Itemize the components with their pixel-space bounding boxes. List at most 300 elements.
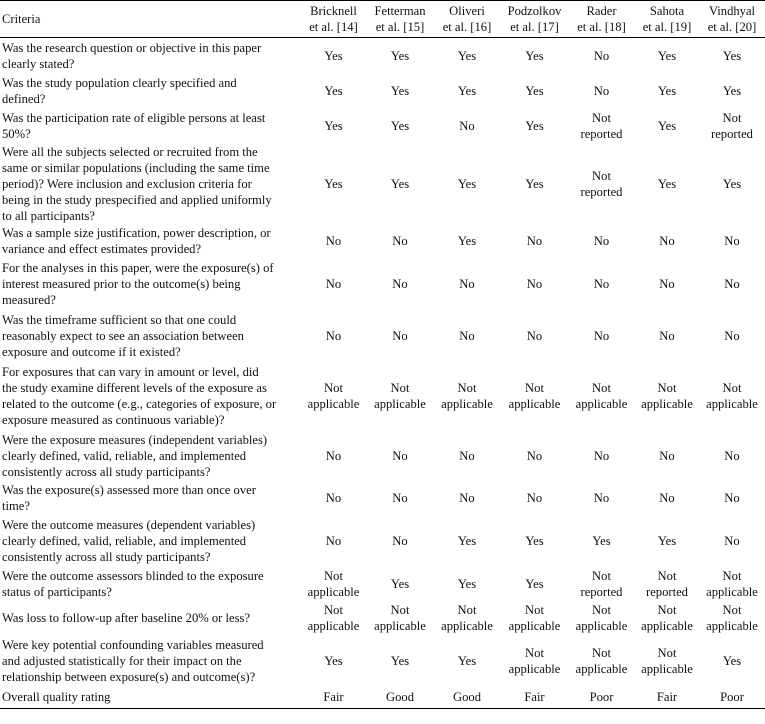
- study-header-line: Sahota: [649, 4, 685, 18]
- rating-text-line: Not: [722, 381, 742, 395]
- rating-text-line: Fair: [524, 690, 545, 705]
- criterion-text-line: and adjusted statistically for their impact on the: [2, 653, 242, 668]
- criterion-text-line: For exposures that can vary in amount or level, did: [2, 365, 259, 379]
- criterion-cell: [0, 481, 300, 515]
- rating-cell: [635, 481, 699, 515]
- rating-text-line: applicable: [307, 618, 360, 633]
- criterion-text-line: to all participants?: [2, 208, 96, 223]
- rating-text-line: Yes: [657, 533, 677, 548]
- criterion-row: [0, 38, 765, 74]
- rating-text-line: Yes: [324, 653, 343, 668]
- criterion-text-line: same or similar populations (including the same time: [2, 160, 270, 175]
- rating-text-line: Not: [657, 645, 677, 660]
- rating-text-line: No: [526, 448, 543, 463]
- rating-text-line: Not: [592, 168, 611, 183]
- criterion-row: [0, 481, 765, 515]
- rating-text-line: Not: [657, 568, 677, 583]
- criterion-row: [0, 258, 765, 310]
- rating-text-line: applicable: [575, 661, 628, 676]
- rating-cell: [699, 635, 765, 687]
- criterion-text-line: relationship between exposure(s) and outcome(s)?: [2, 669, 256, 684]
- criterion-row: [0, 635, 765, 687]
- rating-text-line: applicable: [441, 618, 493, 633]
- criterion-text-line: clearly defined, valid, reliable, and implemented: [2, 533, 247, 548]
- criterion-text-line: Were the exposure measures (independent variables): [2, 432, 268, 447]
- rating-cell: [568, 601, 635, 635]
- rating-cell: [300, 635, 367, 687]
- criterion-cell: [0, 362, 300, 431]
- criterion-cell: [0, 567, 300, 601]
- rating-text-line: No: [659, 328, 675, 343]
- rating-cell: [635, 144, 699, 224]
- criterion-cell: [0, 108, 300, 144]
- rating-cell: [501, 362, 568, 431]
- rating-text-line: reported: [580, 184, 623, 199]
- criterion-text-line: Were all the subjects selected or recruited from the: [2, 144, 258, 159]
- rating-text-line: Yes: [457, 48, 477, 63]
- rating-text-line: Not: [324, 602, 343, 617]
- rating-text-line: No: [325, 490, 342, 505]
- rating-text-line: Not: [592, 602, 611, 617]
- rating-cell: [699, 601, 765, 635]
- rating-cell: [635, 567, 699, 601]
- rating-text-line: No: [526, 490, 543, 505]
- criterion-text-line: variance and effect estimates provided?: [2, 241, 202, 256]
- study-header-line: Oliveri: [449, 4, 485, 18]
- criterion-cell: [0, 74, 300, 108]
- rating-cell: [300, 362, 367, 431]
- rating-cell: [433, 224, 501, 258]
- rating-cell: [300, 567, 367, 601]
- criterion-text-line: consistently across all study participants?: [2, 549, 211, 564]
- rating-cell: [367, 258, 433, 310]
- rating-cell: [568, 310, 635, 362]
- rating-cell: [699, 310, 765, 362]
- study-header-line: Bricknell: [310, 4, 357, 18]
- rating-text-line: Not: [390, 602, 410, 617]
- rating-text-line: Not: [457, 381, 477, 395]
- rating-cell: [367, 601, 433, 635]
- rating-text-line: No: [724, 328, 740, 343]
- rating-cell: [635, 108, 699, 144]
- rating-cell: [568, 224, 635, 258]
- rating-cell: [300, 258, 367, 310]
- criterion-text-line: clearly defined, valid, reliable, and implemented: [2, 448, 247, 463]
- rating-text-line: applicable: [307, 584, 360, 599]
- rating-cell: [699, 687, 765, 709]
- rating-cell: [635, 431, 699, 481]
- rating-cell: [568, 515, 635, 567]
- criterion-text-line: For the analyses in this paper, were the exposure(s) of: [2, 260, 274, 275]
- rating-cell: [635, 362, 699, 431]
- rating-text-line: Yes: [525, 118, 544, 133]
- rating-cell: [367, 515, 433, 567]
- study-column-header: [300, 1, 367, 38]
- criterion-text-line: Were the outcome measures (dependent variables): [2, 517, 256, 532]
- criterion-text-line: clearly stated?: [2, 56, 75, 71]
- rating-cell: [367, 567, 433, 601]
- rating-text-line: Not: [592, 381, 611, 395]
- criterion-cell: [0, 38, 300, 74]
- study-header-line: Fetterman: [374, 4, 426, 18]
- rating-text-line: No: [659, 448, 675, 463]
- rating-cell: [367, 108, 433, 144]
- rating-cell: [501, 108, 568, 144]
- criterion-cell: [0, 601, 300, 635]
- rating-cell: [568, 38, 635, 74]
- study-column-header: [367, 1, 433, 38]
- criterion-text-line: Was the study population clearly specified and: [2, 75, 237, 90]
- rating-text-line: Yes: [722, 83, 742, 98]
- rating-cell: [699, 567, 765, 601]
- study-header-line: et al. [18]: [577, 20, 626, 34]
- rating-cell: [635, 601, 699, 635]
- rating-cell: [501, 515, 568, 567]
- rating-cell: [300, 38, 367, 74]
- rating-text-line: Yes: [390, 83, 410, 98]
- rating-text-line: No: [593, 48, 610, 63]
- study-header-line: et al. [17]: [510, 20, 559, 34]
- rating-cell: [300, 687, 367, 709]
- rating-text-line: Yes: [657, 118, 677, 133]
- criterion-cell: [0, 144, 300, 224]
- rating-text-line: Yes: [525, 576, 544, 591]
- criterion-text-line: Was loss to follow-up after baseline 20% or less?: [2, 610, 251, 625]
- rating-text-line: No: [459, 448, 475, 463]
- rating-cell: [501, 144, 568, 224]
- study-column-header: [699, 1, 765, 38]
- rating-text-line: No: [459, 490, 475, 505]
- criterion-text-line: status of participants?: [2, 584, 112, 599]
- criterion-row: [0, 224, 765, 258]
- rating-cell: [300, 224, 367, 258]
- rating-text-line: Not: [722, 602, 742, 617]
- rating-text-line: Not: [592, 568, 611, 583]
- rating-text-line: No: [593, 233, 610, 248]
- rating-cell: [635, 258, 699, 310]
- rating-text-line: No: [459, 118, 475, 133]
- rating-text-line: No: [459, 328, 475, 343]
- rating-cell: [300, 481, 367, 515]
- criterion-row: [0, 144, 765, 224]
- rating-cell: [699, 38, 765, 74]
- rating-text-line: Not: [324, 568, 343, 583]
- criterion-text-line: the study examine different levels of the exposure as: [2, 381, 267, 395]
- rating-cell: [699, 431, 765, 481]
- rating-text-line: No: [724, 533, 740, 548]
- rating-text-line: applicable: [307, 397, 360, 411]
- rating-text-line: Not: [722, 110, 742, 125]
- rating-text-line: Yes: [525, 83, 544, 98]
- rating-cell: [699, 108, 765, 144]
- rating-text-line: Yes: [324, 48, 343, 63]
- rating-cell: [568, 144, 635, 224]
- criterion-text-line: period)? Were inclusion and exclusion criteria for: [2, 176, 252, 191]
- rating-text-line: Yes: [324, 118, 343, 133]
- rating-text-line: Yes: [657, 176, 677, 191]
- rating-cell: [433, 144, 501, 224]
- rating-cell: [433, 310, 501, 362]
- rating-text-line: No: [724, 490, 740, 505]
- rating-text-line: Yes: [592, 533, 611, 548]
- criterion-text-line: exposure and outcome if it existed?: [2, 344, 181, 359]
- rating-text-line: No: [325, 233, 342, 248]
- study-header-line: et al. [19]: [642, 20, 692, 34]
- study-header-line: et al. [16]: [442, 20, 492, 34]
- rating-cell: [501, 687, 568, 709]
- rating-text-line: Good: [453, 690, 481, 705]
- rating-cell: [635, 635, 699, 687]
- rating-cell: [699, 515, 765, 567]
- rating-text-line: applicable: [641, 661, 693, 676]
- criterion-row: [0, 515, 765, 567]
- rating-text-line: Yes: [722, 48, 742, 63]
- rating-cell: [699, 224, 765, 258]
- table-body: [0, 38, 765, 709]
- rating-cell: [635, 687, 699, 709]
- rating-text-line: Yes: [657, 48, 677, 63]
- criterion-text-line: Were key potential confounding variables measured: [2, 637, 264, 652]
- rating-cell: [433, 515, 501, 567]
- rating-cell: [367, 224, 433, 258]
- rating-text-line: Yes: [525, 48, 544, 63]
- rating-cell: [433, 38, 501, 74]
- rating-text-line: No: [392, 490, 408, 505]
- rating-text-line: No: [392, 276, 408, 291]
- rating-cell: [367, 635, 433, 687]
- rating-text-line: No: [392, 448, 408, 463]
- rating-cell: [568, 431, 635, 481]
- rating-cell: [635, 224, 699, 258]
- rating-text-line: reported: [580, 126, 623, 141]
- study-header-line: Vindhyal: [708, 4, 756, 18]
- rating-cell: [300, 108, 367, 144]
- rating-text-line: applicable: [575, 618, 628, 633]
- rating-text-line: Yes: [722, 176, 742, 191]
- rating-cell: [699, 258, 765, 310]
- rating-cell: [300, 431, 367, 481]
- rating-cell: [501, 224, 568, 258]
- criterion-row: [0, 567, 765, 601]
- study-column-header: [433, 1, 501, 38]
- rating-cell: [367, 362, 433, 431]
- rating-text-line: No: [659, 276, 675, 291]
- rating-text-line: Not: [657, 381, 677, 395]
- rating-cell: [367, 687, 433, 709]
- rating-text-line: No: [593, 328, 610, 343]
- criterion-text-line: Was the participation rate of eligible persons at least: [2, 110, 266, 125]
- rating-text-line: Yes: [324, 176, 343, 191]
- rating-text-line: Yes: [457, 576, 477, 591]
- rating-text-line: No: [724, 448, 740, 463]
- rating-cell: [568, 362, 635, 431]
- criterion-text-line: defined?: [2, 91, 46, 106]
- rating-cell: [300, 515, 367, 567]
- rating-cell: [501, 258, 568, 310]
- criterion-text-line: interest measured prior to the outcome(s) being: [2, 276, 241, 291]
- criterion-row: [0, 431, 765, 481]
- rating-text-line: Fair: [656, 690, 678, 705]
- rating-text-line: applicable: [706, 618, 758, 633]
- rating-text-line: Yes: [390, 653, 410, 668]
- rating-cell: [501, 481, 568, 515]
- criterion-row: [0, 601, 765, 635]
- rating-text-line: No: [724, 276, 740, 291]
- rating-cell: [367, 38, 433, 74]
- rating-text-line: No: [593, 276, 610, 291]
- rating-text-line: No: [392, 233, 408, 248]
- rating-text-line: Poor: [589, 690, 614, 705]
- rating-text-line: Not: [525, 645, 544, 660]
- criterion-text-line: related to the outcome (e.g., categories of exposure, or: [2, 397, 277, 411]
- study-header-line: et al. [15]: [375, 20, 425, 34]
- criterion-cell: [0, 515, 300, 567]
- criterion-text-line: measured?: [2, 292, 56, 307]
- rating-cell: [433, 74, 501, 108]
- criterion-cell: [0, 431, 300, 481]
- rating-text-line: reported: [711, 126, 753, 141]
- rating-cell: [433, 362, 501, 431]
- rating-text-line: reported: [646, 584, 688, 599]
- rating-text-line: No: [593, 448, 610, 463]
- study-header-line: Rader: [586, 4, 617, 18]
- study-column-header: [568, 1, 635, 38]
- criterion-text-line: being in the study prespecified and applied uniformly: [2, 192, 272, 207]
- rating-text-line: Yes: [657, 83, 677, 98]
- rating-cell: [635, 38, 699, 74]
- rating-text-line: Yes: [525, 533, 544, 548]
- rating-text-line: Yes: [457, 233, 477, 248]
- rating-text-line: Yes: [457, 83, 477, 98]
- rating-cell: [433, 601, 501, 635]
- study-header-line: et al. [14]: [309, 20, 358, 34]
- rating-text-line: No: [526, 328, 543, 343]
- rating-cell: [433, 481, 501, 515]
- rating-text-line: No: [392, 328, 408, 343]
- criterion-text-line: Was the exposure(s) assessed more than once over: [2, 482, 256, 497]
- rating-text-line: Yes: [722, 653, 742, 668]
- rating-text-line: applicable: [508, 397, 561, 411]
- criterion-cell: [0, 687, 300, 709]
- rating-text-line: No: [593, 490, 610, 505]
- rating-text-line: applicable: [575, 397, 628, 411]
- rating-cell: [433, 567, 501, 601]
- criterion-text-line: Were the outcome assessors blinded to the exposure: [2, 568, 264, 583]
- study-header-line: Podzolkov: [507, 4, 562, 18]
- rating-cell: [433, 431, 501, 481]
- rating-cell: [300, 74, 367, 108]
- rating-cell: [699, 144, 765, 224]
- rating-text-line: No: [526, 276, 543, 291]
- rating-text-line: No: [459, 276, 475, 291]
- study-header-line: et al. [20]: [707, 20, 757, 34]
- criterion-cell: [0, 635, 300, 687]
- rating-cell: [300, 144, 367, 224]
- rating-cell: [367, 144, 433, 224]
- rating-text-line: applicable: [508, 618, 561, 633]
- study-column-header: [501, 1, 568, 38]
- criterion-row: [0, 362, 765, 431]
- rating-text-line: Not: [722, 568, 742, 583]
- criterion-row: [0, 108, 765, 144]
- rating-text-line: applicable: [706, 397, 758, 411]
- rating-text-line: Not: [390, 381, 410, 395]
- criterion-text-line: Was the timeframe sufficient so that one could: [2, 312, 237, 327]
- rating-cell: [433, 687, 501, 709]
- rating-text-line: Yes: [457, 176, 477, 191]
- rating-cell: [433, 635, 501, 687]
- rating-cell: [433, 108, 501, 144]
- rating-text-line: No: [325, 276, 342, 291]
- rating-cell: [568, 481, 635, 515]
- rating-cell: [568, 258, 635, 310]
- rating-text-line: applicable: [641, 397, 693, 411]
- rating-text-line: applicable: [641, 618, 693, 633]
- rating-text-line: Not: [457, 602, 477, 617]
- rating-cell: [635, 515, 699, 567]
- rating-text-line: No: [526, 233, 543, 248]
- header-row: [0, 1, 765, 38]
- rating-cell: [568, 635, 635, 687]
- rating-text-line: Yes: [525, 176, 544, 191]
- rating-cell: [568, 108, 635, 144]
- criterion-row: [0, 74, 765, 108]
- rating-cell: [635, 310, 699, 362]
- rating-text-line: Not: [525, 602, 544, 617]
- rating-text-line: No: [659, 233, 675, 248]
- criterion-cell: [0, 310, 300, 362]
- criterion-cell: [0, 258, 300, 310]
- criterion-text-line: time?: [2, 498, 30, 513]
- rating-cell: [635, 74, 699, 108]
- criterion-cell: [0, 224, 300, 258]
- rating-cell: [367, 310, 433, 362]
- rating-cell: [501, 431, 568, 481]
- overall-quality-row: [0, 687, 765, 709]
- rating-cell: [501, 38, 568, 74]
- rating-cell: [300, 601, 367, 635]
- rating-text-line: No: [325, 448, 342, 463]
- rating-text-line: applicable: [374, 618, 426, 633]
- rating-text-line: No: [325, 328, 342, 343]
- rating-cell: [568, 74, 635, 108]
- rating-cell: [568, 567, 635, 601]
- criterion-text-line: Overall quality rating: [2, 690, 111, 705]
- criterion-text-line: consistently across all study participants?: [2, 464, 211, 479]
- rating-text-line: applicable: [508, 661, 561, 676]
- rating-text-line: Yes: [457, 653, 477, 668]
- rating-text-line: Not: [592, 645, 611, 660]
- rating-cell: [699, 481, 765, 515]
- rating-cell: [501, 635, 568, 687]
- rating-text-line: No: [392, 533, 408, 548]
- rating-cell: [501, 567, 568, 601]
- criterion-text-line: 50%?: [2, 126, 31, 141]
- criterion-text-line: reasonably expect to see an association between: [2, 328, 244, 343]
- rating-text-line: Yes: [457, 533, 477, 548]
- rating-text-line: No: [593, 83, 610, 98]
- rating-text-line: Poor: [720, 690, 744, 705]
- criteria-column-header: Criteria: [0, 1, 300, 38]
- rating-text-line: No: [325, 533, 342, 548]
- rating-cell: [367, 431, 433, 481]
- rating-text-line: Not: [592, 110, 611, 125]
- criterion-text-line: exposure measured as continuous variable)?: [2, 413, 225, 427]
- rating-text-line: applicable: [441, 397, 493, 411]
- rating-text-line: Yes: [390, 48, 410, 63]
- rating-cell: [699, 74, 765, 108]
- rating-cell: [699, 362, 765, 431]
